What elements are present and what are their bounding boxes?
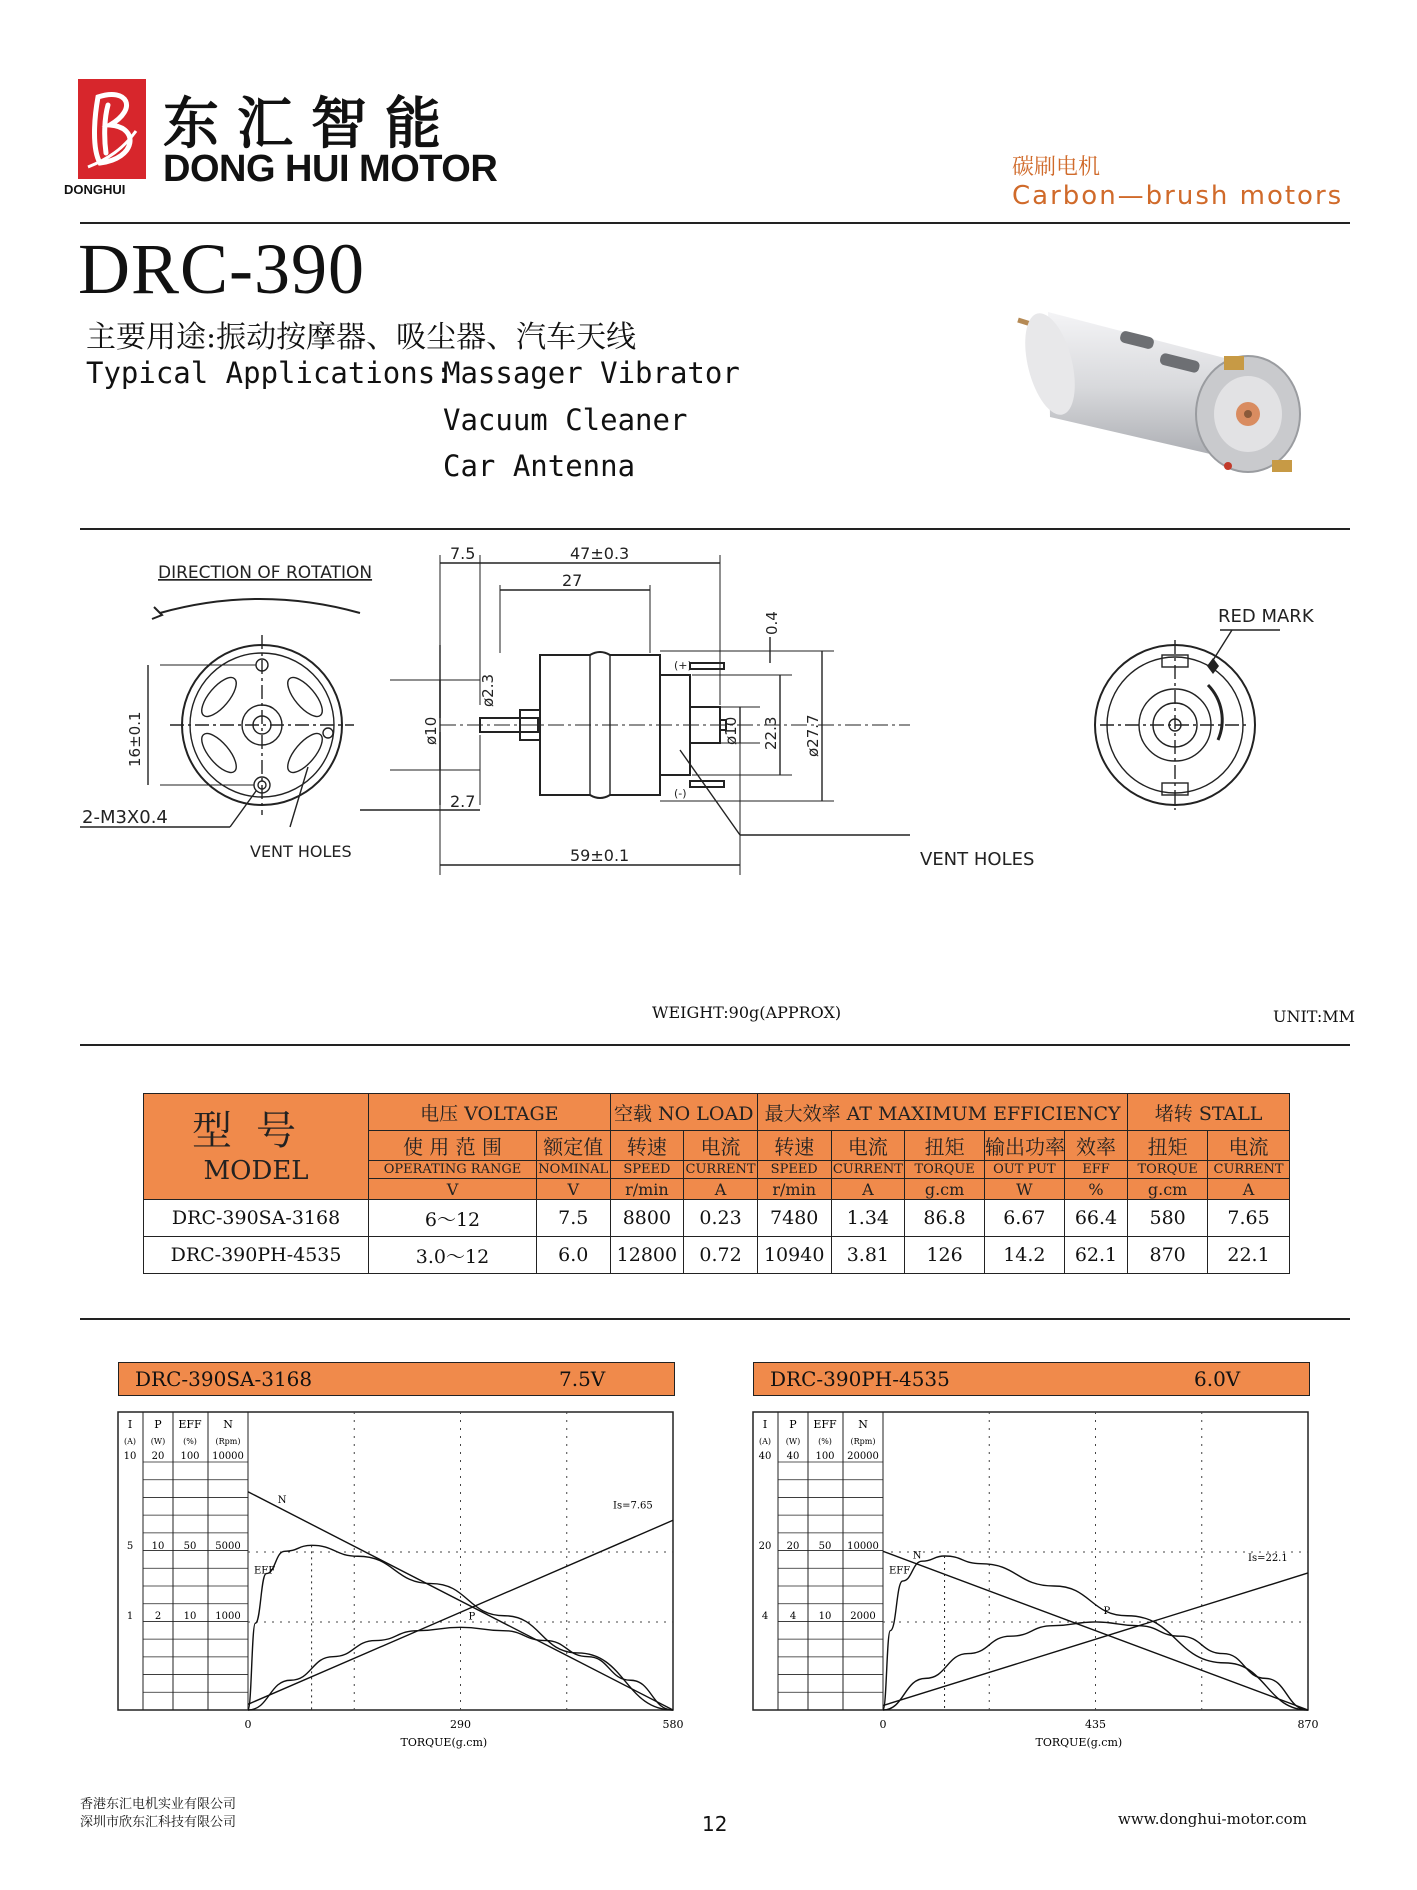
table-cell: 870 <box>1128 1237 1208 1274</box>
col-cn: 转速 <box>757 1131 831 1161</box>
col-unit: A <box>684 1179 758 1200</box>
dim-7-5: 7.5 <box>450 544 476 563</box>
col-unit: r/min <box>610 1179 684 1200</box>
table-cell: 126 <box>905 1237 985 1274</box>
axis-header: EFF <box>813 1418 837 1431</box>
axis-header: EFF <box>178 1418 202 1431</box>
x-axis-label: TORQUE(g.cm) <box>1035 1736 1123 1749</box>
axis-tick-label: 20000 <box>847 1451 879 1462</box>
axis-unit: (W) <box>785 1437 801 1446</box>
dim-phi10: ø10 <box>422 716 440 745</box>
table-row <box>144 1237 1290 1274</box>
axis-header: I <box>762 1418 768 1431</box>
table-cell: 62.1 <box>1064 1237 1127 1274</box>
dim-phi27-7: ø27.7 <box>804 714 822 757</box>
table-cell: 6.67 <box>984 1200 1064 1237</box>
axis-tick-label: 20 <box>786 1541 800 1552</box>
axis-unit: (%) <box>818 1437 832 1446</box>
screw-label: 2-M3X0.4 <box>82 807 168 828</box>
axis-unit: (W) <box>150 1437 166 1446</box>
x-tick-label: 290 <box>450 1718 471 1731</box>
col-cn: 转速 <box>610 1131 684 1161</box>
page-number: 12 <box>702 1812 728 1836</box>
axis-tick-label: 10 <box>151 1541 165 1552</box>
dim-0-4: 0.4 <box>763 611 781 635</box>
col-en: CURRENT <box>685 1162 756 1177</box>
performance-chart <box>753 1410 1319 1750</box>
axis-tick-label: 2000 <box>850 1611 876 1622</box>
axis-unit: (Rpm) <box>850 1437 876 1446</box>
col-cn: 效率 <box>1064 1131 1127 1161</box>
dim-22-3: 22.3 <box>762 716 780 750</box>
dim-phi10-b: ø10 <box>722 716 740 745</box>
chart-title: DRC-390PH-4535 <box>770 1367 950 1391</box>
vent-holes-label-2: VENT HOLES <box>920 849 1035 870</box>
x-tick-label: 0 <box>879 1718 887 1731</box>
x-tick-label: 870 <box>1297 1718 1319 1731</box>
series-label: P <box>1103 1605 1111 1617</box>
unit-label: UNIT:MM <box>1273 1007 1356 1026</box>
divider <box>80 528 1350 530</box>
axis-tick-label: 20 <box>758 1541 772 1552</box>
stall-current-label: Is=7.65 <box>613 1500 653 1512</box>
col-unit: g.cm <box>905 1179 985 1200</box>
table-cell: 3.81 <box>831 1237 905 1274</box>
axis-header: N <box>223 1418 233 1431</box>
axis-tick-label: 1000 <box>215 1611 241 1622</box>
technical-drawing <box>80 545 1350 925</box>
axis-unit: (A) <box>758 1437 772 1446</box>
x-tick-label: 435 <box>1085 1718 1106 1731</box>
col-cn: 扭矩 <box>1128 1131 1208 1161</box>
group-max-efficiency: 最大效率 AT MAXIMUM EFFICIENCY <box>757 1094 1127 1131</box>
brand-name-cn: 东汇智能 <box>163 92 459 157</box>
axis-tick-label: 100 <box>815 1451 835 1462</box>
table-row <box>144 1200 1290 1237</box>
col-cn: 使 用 范 围 <box>369 1131 537 1161</box>
dim-59: 59±0.1 <box>570 846 630 865</box>
dim-2-7: 2.7 <box>450 792 476 811</box>
performance-chart <box>118 1410 684 1750</box>
col-unit: V <box>536 1179 610 1200</box>
col-cn: 扭矩 <box>905 1131 985 1161</box>
chart-frame <box>753 1412 1308 1710</box>
col-en: OPERATING RANGE <box>369 1161 537 1179</box>
axis-header: I <box>127 1418 133 1431</box>
brand-logo <box>78 79 146 179</box>
col-en: EFF <box>1064 1161 1127 1179</box>
series-label: EFF <box>254 1565 276 1577</box>
series-label: N <box>277 1495 287 1507</box>
brand-small-text: DONGHUI <box>64 182 126 197</box>
axis-tick-label: 10 <box>818 1611 832 1622</box>
col-unit: % <box>1064 1179 1127 1200</box>
red-mark-label: RED MARK <box>1218 606 1314 627</box>
col-cn: 输出功率 <box>984 1131 1064 1161</box>
col-unit: W <box>984 1179 1064 1200</box>
axis-tick-label: 4 <box>789 1611 797 1622</box>
col-en: SPEED <box>610 1161 684 1179</box>
axis-tick-label: 10000 <box>847 1541 879 1552</box>
col-unit: g.cm <box>1128 1179 1208 1200</box>
axis-unit: (%) <box>183 1437 197 1446</box>
table-cell: 580 <box>1128 1200 1208 1237</box>
group-voltage: 电压 VOLTAGE <box>369 1094 610 1131</box>
motor-photo <box>1010 292 1310 482</box>
axis-tick-label: 4 <box>761 1611 769 1622</box>
x-tick-label: 0 <box>244 1718 252 1731</box>
axis-header: P <box>789 1418 797 1431</box>
stall-current-label: Is=22.1 <box>1248 1552 1288 1564</box>
table-cell: 1.34 <box>831 1200 905 1237</box>
series-label: N <box>912 1550 922 1562</box>
group-stall: 堵转 STALL <box>1128 1094 1290 1131</box>
table-cell: DRC-390SA-3168 <box>144 1200 369 1237</box>
direction-of-rotation-label: DIRECTION OF ROTATION <box>158 563 373 583</box>
col-unit: V <box>369 1179 537 1200</box>
table-cell: 6.0 <box>536 1237 610 1274</box>
category-en: Carbon—brush motors <box>1012 181 1344 211</box>
chart-frame <box>118 1412 673 1710</box>
col-unit: A <box>1208 1179 1290 1200</box>
table-cell: 86.8 <box>905 1200 985 1237</box>
x-tick-label: 580 <box>662 1718 684 1731</box>
application-item: Vacuum Cleaner <box>443 403 688 437</box>
divider <box>80 1044 1350 1046</box>
chart-voltage: 6.0V <box>1194 1367 1241 1391</box>
chart-header <box>118 1362 675 1396</box>
applications-label: Typical Applications: <box>86 356 453 390</box>
axis-tick-label: 2 <box>154 1611 162 1622</box>
weight-label: WEIGHT:90g(APPROX) <box>652 1003 842 1022</box>
col-cn: 电流 <box>684 1131 758 1161</box>
x-axis-label: TORQUE(g.cm) <box>400 1736 488 1749</box>
col-en: TORQUE <box>905 1161 985 1179</box>
axis-tick-label: 10 <box>183 1611 197 1622</box>
series-label: EFF <box>889 1565 911 1577</box>
terminal-minus: (-) <box>674 787 687 800</box>
axis-tick-label: 40 <box>786 1451 800 1462</box>
chart-title: DRC-390SA-3168 <box>135 1367 313 1391</box>
brand-name-en: DONG HUI MOTOR <box>163 148 498 190</box>
axis-tick-label: 5 <box>126 1541 134 1552</box>
axis-tick-label: 10000 <box>212 1451 244 1462</box>
table-cell: 3.0～12 <box>369 1237 537 1274</box>
col-en: SPEED <box>757 1161 831 1179</box>
dim-27: 27 <box>562 571 583 590</box>
model-header-en: MODEL <box>203 1155 309 1186</box>
col-en: CURRENT <box>1208 1161 1290 1179</box>
table-cell: 66.4 <box>1064 1200 1127 1237</box>
col-en: NOMINAL <box>538 1162 609 1177</box>
category-cn: 碳刷电机 <box>1012 155 1101 180</box>
chart-header <box>753 1362 1310 1396</box>
table-cell: 6～12 <box>369 1200 537 1237</box>
dim-phi2-3: ø2.3 <box>479 673 497 707</box>
table-cell: 14.2 <box>984 1237 1064 1274</box>
table-cell: 8800 <box>610 1200 684 1237</box>
axis-header: N <box>858 1418 868 1431</box>
dim-47: 47±0.3 <box>570 544 630 563</box>
divider <box>80 222 1350 224</box>
col-cn: 额定值 <box>536 1131 610 1161</box>
axis-tick-label: 100 <box>180 1451 200 1462</box>
axis-tick-label: 5000 <box>215 1541 241 1552</box>
applications-cn: 主要用途:振动按摩器、吸尘器、汽车天线 <box>86 320 637 355</box>
axis-unit: (Rpm) <box>215 1437 241 1446</box>
col-unit: r/min <box>757 1179 831 1200</box>
table-cell: 0.23 <box>684 1200 758 1237</box>
chart-voltage: 7.5V <box>559 1367 606 1391</box>
application-item: Massager Vibrator <box>443 356 740 390</box>
vent-holes-label: VENT HOLES <box>250 842 352 861</box>
series-line-p <box>883 1622 1308 1710</box>
axis-tick-label: 10 <box>123 1451 137 1462</box>
terminal-plus: (+) <box>674 659 692 672</box>
col-cn: 电流 <box>831 1131 905 1161</box>
application-item: Car Antenna <box>443 449 636 483</box>
model-header <box>144 1094 369 1200</box>
model-header-cn: 型号 <box>192 1107 321 1154</box>
col-en: TORQUE <box>1128 1161 1208 1179</box>
model-title: DRC-390 <box>78 229 366 309</box>
col-cn: 电流 <box>1208 1131 1290 1161</box>
axis-tick-label: 1 <box>126 1611 134 1622</box>
table-cell: 7.5 <box>536 1200 610 1237</box>
company-name: 深圳市欣东汇科技有限公司 <box>80 1815 237 1830</box>
spec-table <box>143 1093 1290 1274</box>
table-cell: 10940 <box>757 1237 831 1274</box>
table-cell: 7480 <box>757 1200 831 1237</box>
divider <box>80 1318 1350 1320</box>
group-no-load: 空载 NO LOAD <box>610 1094 757 1131</box>
axis-tick-label: 20 <box>151 1451 165 1462</box>
series-label: P <box>468 1611 476 1623</box>
company-name: 香港东汇电机实业有限公司 <box>80 1797 237 1812</box>
axis-header: P <box>154 1418 162 1431</box>
col-unit: A <box>831 1179 905 1200</box>
axis-tick-label: 40 <box>758 1451 772 1462</box>
col-en: OUT PUT <box>984 1161 1064 1179</box>
table-cell: 0.72 <box>684 1237 758 1274</box>
website: www.donghui-motor.com <box>1118 1810 1307 1828</box>
table-cell: 22.1 <box>1208 1237 1290 1274</box>
col-en: CURRENT <box>832 1162 903 1177</box>
axis-unit: (A) <box>123 1437 137 1446</box>
table-cell: 7.65 <box>1208 1200 1290 1237</box>
dim-16: 16±0.1 <box>126 711 144 767</box>
table-cell: DRC-390PH-4535 <box>144 1237 369 1274</box>
table-cell: 12800 <box>610 1237 684 1274</box>
axis-tick-label: 50 <box>818 1541 832 1552</box>
axis-tick-label: 50 <box>183 1541 197 1552</box>
